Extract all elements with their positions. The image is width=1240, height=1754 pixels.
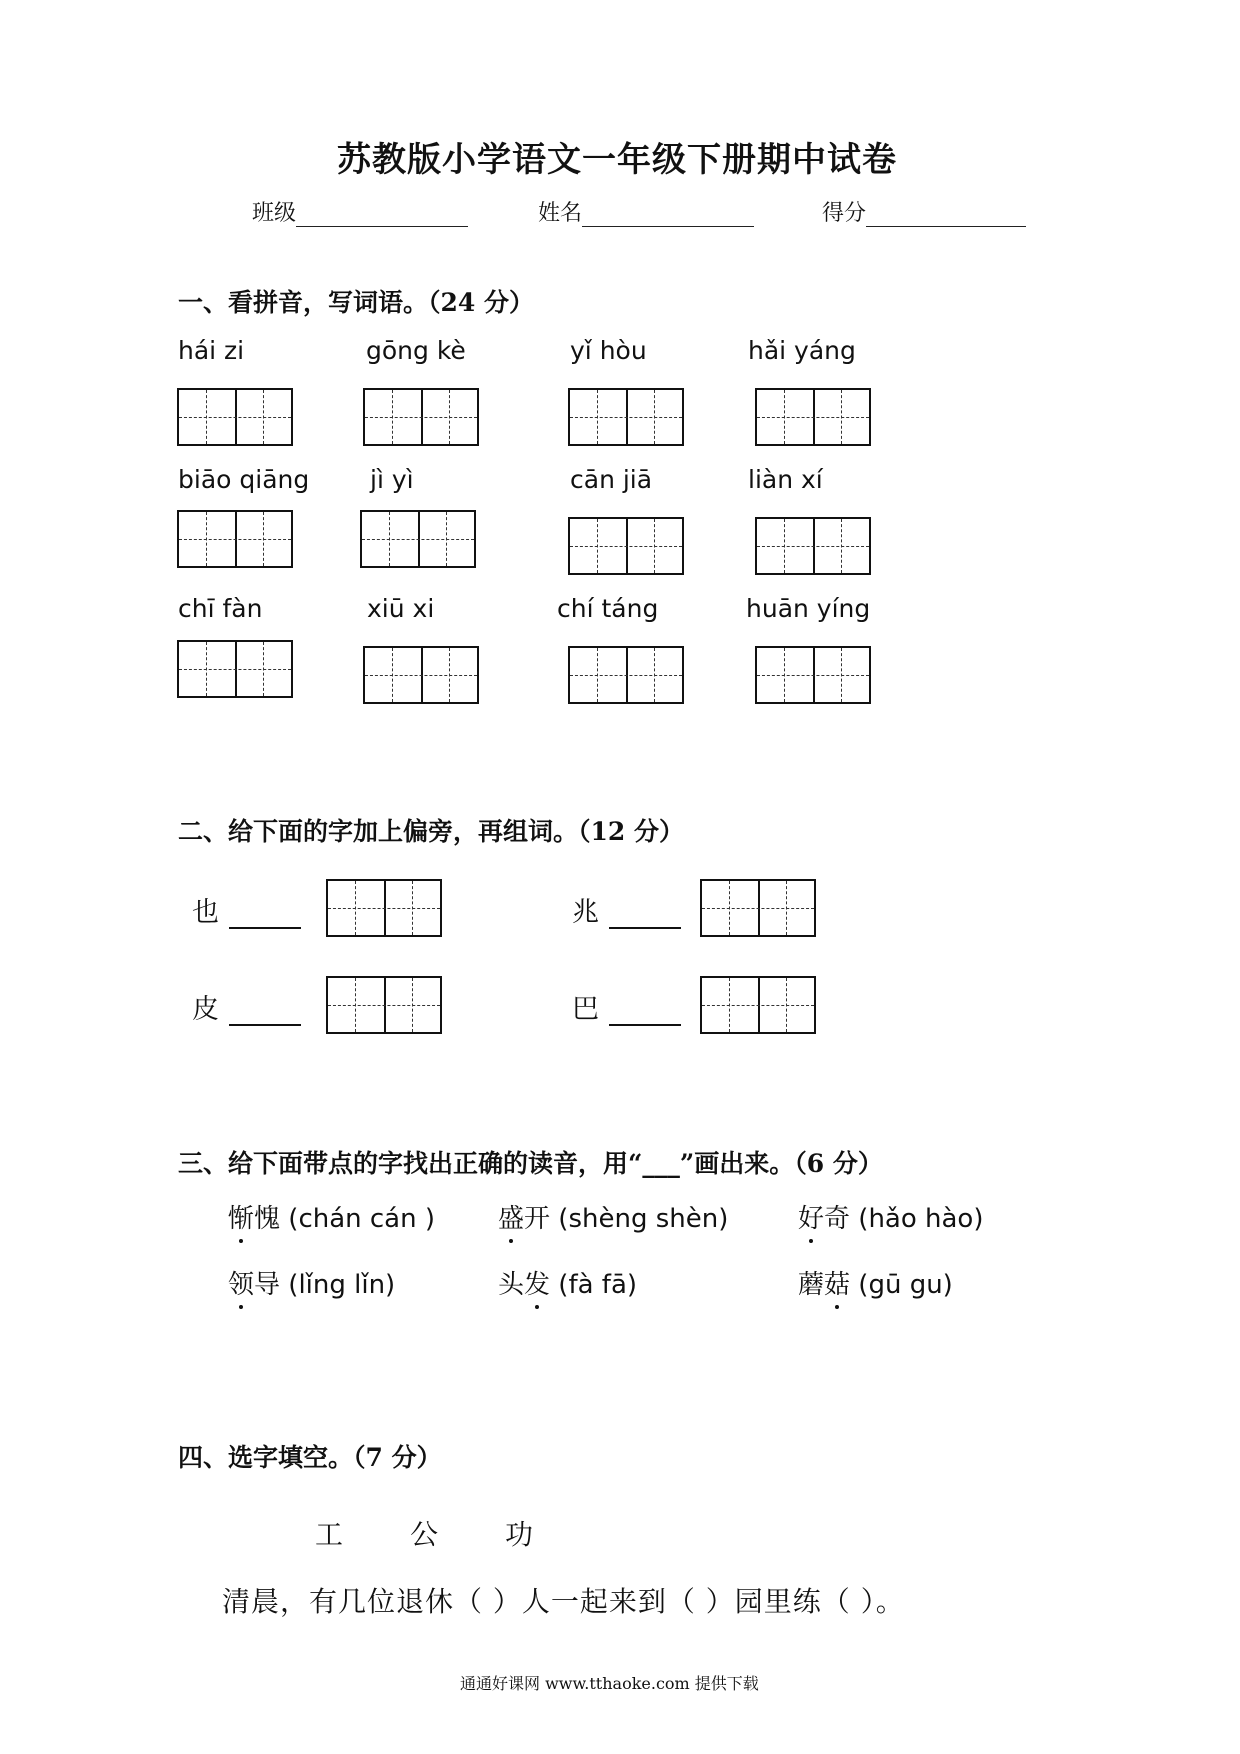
dotted-char: 惭 [228, 1198, 254, 1235]
score-label: 得分 [822, 201, 867, 226]
dotted-char: 盛 [498, 1198, 524, 1235]
word-char: 愧 [254, 1204, 281, 1234]
radical-blank[interactable] [609, 903, 681, 929]
writing-grid[interactable] [700, 976, 816, 1034]
footer-text: 通通好课网 www.tthaoke.com 提供下载 [460, 1674, 759, 1693]
reading-options[interactable]: (chán cán ) [288, 1204, 436, 1234]
section3-heading: 三、给下面带点的字找出正确的读音，用“___”画出来。（6 分） [178, 1149, 883, 1178]
writing-grid[interactable] [755, 517, 871, 575]
writing-grid[interactable] [177, 510, 293, 568]
writing-grid[interactable] [568, 646, 684, 704]
name-label: 姓名 [538, 201, 583, 226]
fill-sentence[interactable]: 清晨，有几位退休（ ）人一起来到（ ）园里练（ ）。 [222, 1585, 905, 1618]
word-char: 奇 [824, 1204, 851, 1234]
reading-options[interactable]: (shèng shèn) [558, 1204, 729, 1234]
word-char: 导 [254, 1270, 281, 1300]
section1-heading: 一、看拼音，写词语。（24 分） [178, 288, 534, 317]
pinyin-label: chí táng [557, 594, 659, 623]
choice-char: 工 [315, 1518, 344, 1551]
reading-options[interactable]: (fà fā) [558, 1270, 638, 1300]
pinyin-label: huān yíng [746, 594, 871, 623]
base-char: 巴 [572, 994, 599, 1025]
radical-item [572, 890, 681, 929]
reading-options[interactable]: (lǐng lǐn) [288, 1270, 396, 1300]
radical-item [192, 890, 301, 929]
reading-options[interactable]: (hǎo hào) [858, 1204, 984, 1234]
choice-char: 功 [505, 1518, 534, 1551]
dotted-char: 领 [228, 1264, 254, 1301]
base-char: 兆 [572, 897, 599, 928]
writing-grid[interactable] [568, 388, 684, 446]
base-char: 也 [192, 897, 219, 928]
radical-blank[interactable] [229, 903, 301, 929]
class-label: 班级 [252, 201, 297, 226]
writing-grid[interactable] [700, 879, 816, 937]
writing-grid[interactable] [363, 646, 479, 704]
word-char: 头 [498, 1270, 525, 1300]
score-field [822, 196, 1026, 227]
radical-blank[interactable] [609, 1000, 681, 1026]
writing-grid[interactable] [177, 388, 293, 446]
pronunciation-item [228, 1198, 435, 1235]
pronunciation-item [228, 1264, 395, 1301]
writing-grid[interactable] [177, 640, 293, 698]
writing-grid[interactable] [755, 646, 871, 704]
writing-grid[interactable] [568, 517, 684, 575]
writing-grid[interactable] [363, 388, 479, 446]
dotted-char: 发 [524, 1264, 550, 1301]
pronunciation-item [798, 1198, 984, 1235]
reading-options[interactable]: (gū gu) [858, 1270, 953, 1300]
dotted-char: 菇 [824, 1264, 850, 1301]
pinyin-label: hái zi [178, 336, 245, 365]
name-blank[interactable] [582, 226, 754, 227]
writing-grid[interactable] [755, 388, 871, 446]
radical-item [192, 987, 301, 1026]
radical-blank[interactable] [229, 1000, 301, 1026]
section2-heading: 二、给下面的字加上偏旁，再组词。（12 分） [178, 817, 684, 846]
class-blank[interactable] [296, 226, 468, 227]
radical-item [572, 987, 681, 1026]
section4-heading: 四、选字填空。（7 分） [178, 1443, 442, 1472]
page-title: 苏教版小学语文一年级下册期中试卷 [337, 140, 897, 180]
pinyin-label: chī fàn [178, 594, 263, 623]
score-blank[interactable] [866, 226, 1026, 227]
pronunciation-item [498, 1264, 637, 1301]
pinyin-label: gōng kè [366, 336, 466, 365]
pinyin-label: jì yì [370, 465, 414, 494]
word-char: 蘑 [798, 1270, 825, 1300]
pronunciation-item [798, 1264, 953, 1301]
pinyin-label: liàn xí [748, 465, 823, 494]
class-field [252, 196, 468, 227]
pinyin-label: cān jiā [570, 465, 653, 494]
pinyin-label: hǎi yáng [748, 336, 856, 365]
word-char: 开 [524, 1204, 551, 1234]
base-char: 皮 [192, 994, 219, 1025]
writing-grid[interactable] [326, 976, 442, 1034]
pronunciation-item [498, 1198, 728, 1235]
name-field [538, 196, 754, 227]
writing-grid[interactable] [360, 510, 476, 568]
choice-char: 公 [410, 1518, 439, 1551]
writing-grid[interactable] [326, 879, 442, 937]
dotted-char: 好 [798, 1198, 824, 1235]
pinyin-label: biāo qiāng [178, 465, 310, 494]
pinyin-label: yǐ hòu [570, 336, 647, 365]
pinyin-label: xiū xi [367, 594, 435, 623]
